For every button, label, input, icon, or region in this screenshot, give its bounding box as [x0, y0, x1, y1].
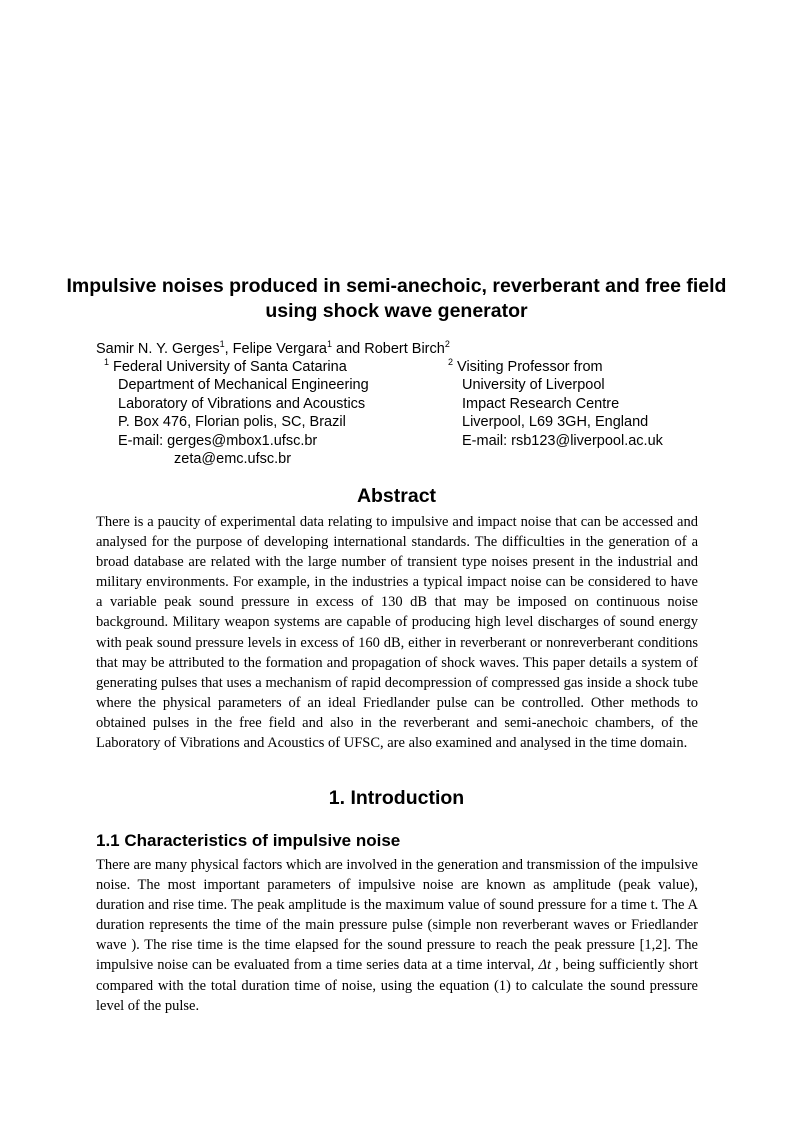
math-symbol-delta-t: Δt: [538, 957, 552, 974]
affiliation-line: Department of Mechanical Engineering: [118, 377, 369, 394]
affiliation-block-1: [104, 358, 369, 468]
affiliation-marker: 2: [444, 339, 450, 349]
subsection-heading: 1.1 Characteristics of impulsive noise: [96, 831, 401, 850]
author-list: [96, 340, 450, 358]
affiliation-line: Impact Research Centre: [462, 395, 620, 412]
affiliation-marker: 1: [104, 357, 110, 367]
affiliation-line: University of Liverpool: [462, 377, 605, 394]
author-name: , Felipe Vergara: [224, 341, 327, 357]
affiliation-line: Liverpool, L69 3GH, England: [462, 414, 649, 431]
affiliation-marker: 2: [448, 357, 454, 367]
affiliation-marker: 1: [326, 339, 332, 349]
affiliation-marker: 1: [219, 339, 225, 349]
paragraph-text: , being sufficiently short compared with the total duration time of noise, using the equation (1) to calculate the sound pressure level of the pulse.: [96, 957, 698, 1014]
affiliation-line: P. Box 476, Florian polis, SC, Brazil: [118, 414, 346, 431]
introduction-text: [96, 855, 698, 1016]
affiliation-line: Visiting Professor from: [457, 359, 603, 375]
affiliation-line: Laboratory of Vibrations and Acoustics: [118, 395, 366, 412]
paper-title: Impulsive noises produced in semi-anechoic, reverberant and free field using shock wave generator: [66, 275, 727, 322]
affiliation-email: zeta@emc.ufsc.br: [174, 451, 292, 468]
author-name: and Robert Birch: [331, 341, 445, 357]
affiliation-email: E-mail: rsb123@liverpool.ac.uk: [462, 432, 663, 449]
author-name: Samir N. Y. Gerges: [96, 341, 220, 357]
abstract-text: There is a paucity of experimental data relating to impulsive and impact noise that can be accessed and analysed for the purpose of developing international standards. The difficulties in the generation of a broad database are related with the large number of transient type noises present in the industrial and military environments. For example, in the industries a typical impact noise can be considered to have a variable peak sound pressure in excess of 130 dB that may be imposed on continuous noise background. Military weapon systems are capable of producing high level discharges of sound energy with peak sound pressure levels in excess of 160 dB, either in reverberant or nonreverberant conditions that may be attributed to the formation and propagation of shock waves. This paper details a system of generating pulses that uses a mechanism of rapid decompression of compressed gas inside a shock tube where the physical parameters of an ideal Friedlander pulse can be controlled. Other methods to obtained pulses in the free field and also in the reverberant and semi-anechoic chambers, of the Laboratory of Vibrations and Acoustics of UFSC, are also examined and analysed in the time domain.: [96, 514, 698, 752]
abstract-heading: Abstract: [356, 485, 437, 507]
affiliation-block-2: [448, 358, 663, 450]
paragraph-text: There are many physical factors which are involved in the generation and transmission of the impulsive noise. The most important parameters of impulsive noise are known as amplitude (peak value), duration and rise time. The peak amplitude is the maximum value of sound pressure for a time t. The A duration represents the time of the main pressure pulse (simple non reverberant waves or Friedlander wave ). The rise time is the time elapsed for the sound pressure to reach the peak pressure [1,2]. The impulsive noise can be evaluated from a time series data at a time interval,: [96, 857, 698, 974]
affiliation-email: E-mail: gerges@mbox1.ufsc.br: [118, 432, 318, 449]
affiliation-line: Federal University of Santa Catarina: [113, 359, 347, 375]
section-heading-introduction: 1. Introduction: [328, 787, 465, 809]
